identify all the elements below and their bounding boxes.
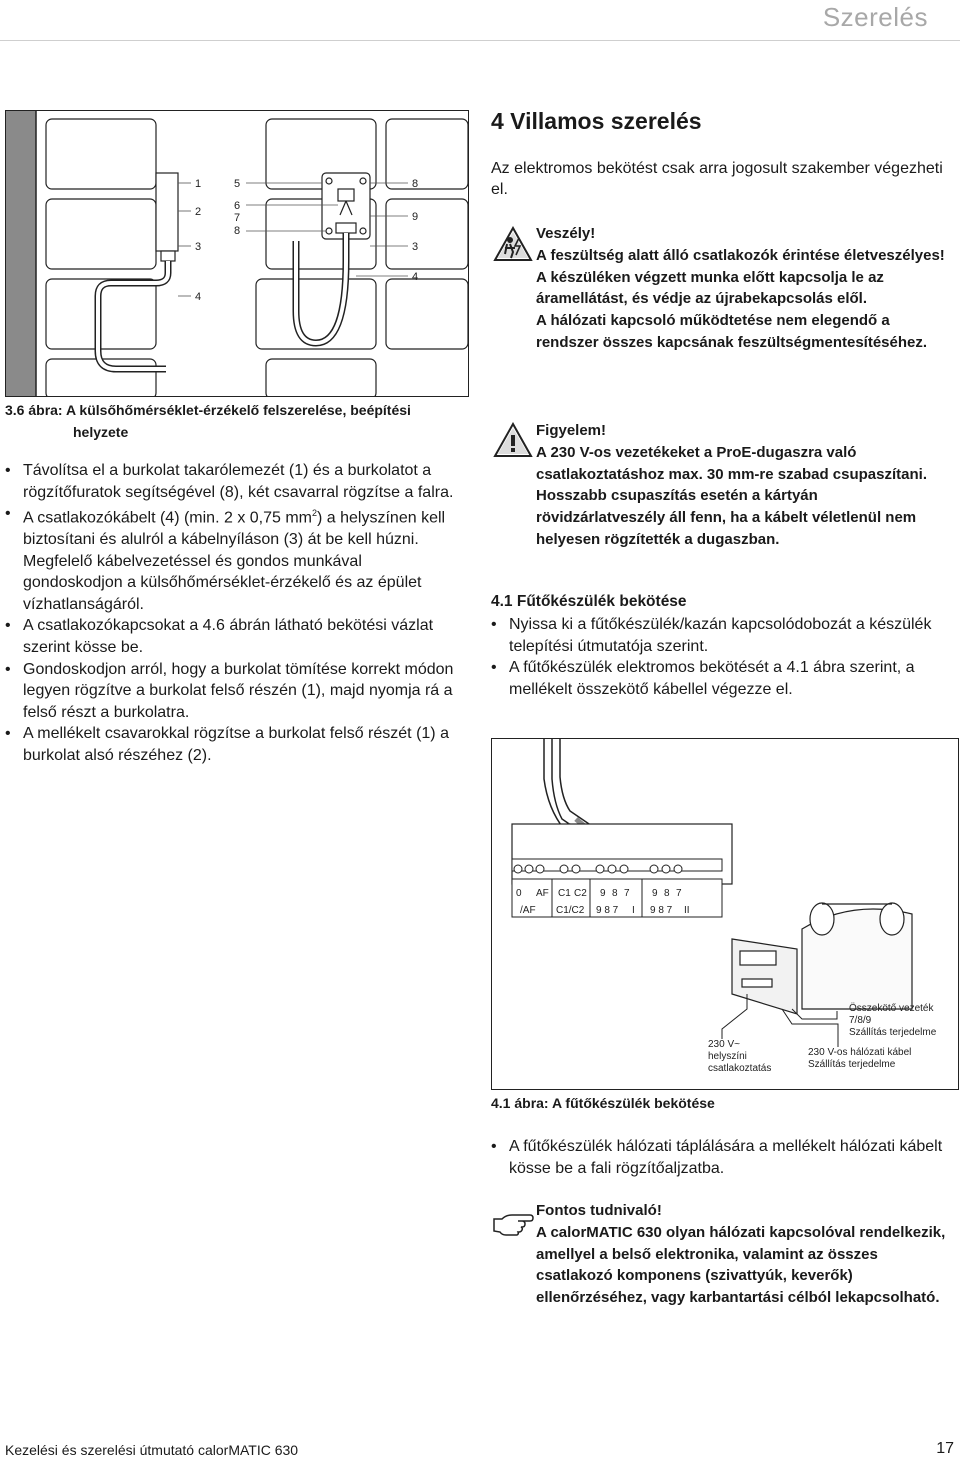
label-230v-line1: 230 V~ xyxy=(708,1039,740,1050)
sensor-installation-drawing xyxy=(6,111,468,396)
terminal-8-a: 8 xyxy=(612,888,618,899)
list-item xyxy=(5,503,465,551)
callout-4: 4 xyxy=(195,291,202,303)
danger-line: A készüléken végzett munka előtt kapcsolja le az áramellátást, és védje az újrabekapcsolás elől. xyxy=(536,268,884,308)
label-cable-line3: Szállítás terjedelme xyxy=(849,1027,937,1038)
connection-steps-list xyxy=(491,614,959,700)
mains-connection-list xyxy=(491,1136,959,1180)
terminal-7-a: 7 xyxy=(624,888,630,899)
terminal-screws xyxy=(514,865,682,873)
label-230v-line2: helyszíni xyxy=(708,1051,747,1062)
danger-notice xyxy=(536,223,956,354)
label-mains-line1: 230 V-os hálózati kábel xyxy=(808,1047,912,1058)
callout-8-right: 8 xyxy=(412,178,419,190)
list-item-text-a: A csatlakozókábelt (4) (min. 2 x 0,75 mm xyxy=(23,509,312,527)
terminal-c1: C1 xyxy=(558,888,571,899)
danger-line: A feszültség alatt álló csatlakozók érintése életveszélyes! xyxy=(536,246,945,264)
danger-title: Veszély! xyxy=(536,225,596,242)
terminal-7-b: 7 xyxy=(676,888,682,899)
footer-text: Kezelési és szerelési útmutató calorMATIC 630 xyxy=(5,1442,299,1458)
label-cable-line1: Összekötő vezeték xyxy=(849,1003,934,1014)
exclamation-warning-icon xyxy=(493,422,533,458)
figure-4-1-caption: 4.1 ábra: A fűtőkészülék bekötése xyxy=(491,1095,715,1111)
electric-shock-warning-icon xyxy=(493,226,533,262)
callout-5: 5 xyxy=(234,178,241,190)
note-text: A calorMATIC 630 olyan hálózati kapcsolóval rendelkezik, amellyel a belső elektronika, valamint az összes csatlakozó komponens (szivattyúk, keverők) ellenőrzéséhez, vagy karbantartási célból lekapcsolható. xyxy=(536,1223,946,1307)
callout-6: 6 xyxy=(234,200,241,212)
brick-wall-right xyxy=(256,119,468,396)
pointing-hand-icon xyxy=(492,1207,534,1237)
label-cable-line2: 7/8/9 xyxy=(849,1015,872,1026)
terminal-0: 0 xyxy=(516,888,522,899)
list-item: • Távolítsa el a burkolat takarólemezét (1) és a burkolatot a rögzítőfuratok segítségével (8), két csavarral rögzítse a falra. xyxy=(5,460,465,503)
list-item: • A fűtőkészülék hálózati táplálására a mellékelt hálózati kábelt kösse be a fali rögzítőaljzatba. xyxy=(491,1136,959,1180)
list-item: • A mellékelt csavarokkal rögzítse a burkolat felső részét (1) a burkolat alsó részéhez (2). xyxy=(5,723,465,766)
terminal-group-c1c2: C1/C2 xyxy=(556,905,585,916)
terminal-housing xyxy=(512,824,732,884)
wall-section xyxy=(6,111,36,396)
terminal-group-987-i: 9 8 7 xyxy=(596,905,619,916)
page-number: 17 xyxy=(936,1440,954,1457)
subsection-title: 4.1 Fűtőkészülék bekötése xyxy=(491,593,687,610)
list-item-text-b: ) a helyszínen kell biztosítani és alulról a kábelnyíláson (3) át be kell húzni. xyxy=(23,509,446,549)
terminal-9-b: 9 xyxy=(652,888,658,899)
header-divider xyxy=(0,40,960,41)
callout-8: 8 xyxy=(234,225,241,237)
callout-7: 7 xyxy=(234,212,241,224)
figure-4-1-heater-connection xyxy=(491,738,959,1090)
callout-3-right: 3 xyxy=(412,241,419,253)
terminal-8-b: 8 xyxy=(664,888,670,899)
figure-3-6-caption xyxy=(5,399,475,443)
heater-wiring-drawing xyxy=(492,739,958,1089)
list-item: • A csatlakozókapcsokat a 4.6 ábrán látható bekötési vázlat szerint kösse be. xyxy=(5,615,465,658)
paragraph: Megfelelő kábelvezetéssel és gondos munkával gondoskodjon a külsőhőmérséklet-érzékelő és az épület vízhatlanságáról. xyxy=(23,552,422,613)
callout-4-right: 4 xyxy=(412,271,419,283)
terminal-label-i: I xyxy=(632,905,635,916)
terminal-c2: C2 xyxy=(574,888,587,899)
caption-line-2: helyzete xyxy=(73,424,129,440)
section-title: 4 Villamos szerelés xyxy=(491,108,702,134)
controller-unit xyxy=(732,903,912,1014)
list-item: • A fűtőkészülék elektromos bekötését a 4.1 ábra szerint, a mellékelt összekötő kábellel végezze el. xyxy=(491,657,959,700)
danger-line: A hálózati kapcsoló működtetése nem elegendő a rendszer összes kapcsának feszültségmentesítéséhez. xyxy=(536,312,928,351)
caution-title: Figyelem! xyxy=(536,422,607,439)
page-header-title: Szerelés xyxy=(822,2,928,32)
callout-2: 2 xyxy=(195,206,202,218)
list-item: • Gondoskodjon arról, hogy a burkolat tömítése korrekt módon legyen rögzítve a burkolat felső részén (1), majd nyomja rá a felső részt a burkolatra. xyxy=(5,659,465,724)
label-230v-line3: csatlakoztatás xyxy=(708,1063,772,1074)
list-item: • Nyissa ki a fűtőkészülék/kazán kapcsolódobozát a készülék telepítési útmutatója szerint. xyxy=(491,614,959,657)
label-mains-line2: Szállítás terjedelme xyxy=(808,1059,896,1070)
important-note xyxy=(536,1200,956,1309)
terminal-af: AF xyxy=(536,888,549,899)
terminal-9-a: 9 xyxy=(600,888,606,899)
superscript-2: 2 xyxy=(312,508,318,519)
caption-line-1: 3.6 ábra: A külsőhőmérséklet-érzékelő felszerelése, beépítési xyxy=(5,402,411,418)
callout-9: 9 xyxy=(412,211,419,223)
terminal-label-ii: II xyxy=(684,905,690,916)
figure-3-6-sensor-installation xyxy=(5,110,469,397)
note-title: Fontos tudnivaló! xyxy=(536,1202,662,1219)
terminal-group-987-ii: 9 8 7 xyxy=(650,905,673,916)
terminal-group-af: /AF xyxy=(520,905,536,916)
installation-steps-list xyxy=(5,460,465,767)
callout-1: 1 xyxy=(195,178,202,190)
callout-3: 3 xyxy=(195,241,202,253)
section-intro: Az elektromos bekötést csak arra jogosult szakember végezheti el. xyxy=(491,160,943,198)
caution-notice xyxy=(536,420,951,551)
caution-text: A 230 V-os vezetékeket a ProE-dugaszra való csatlakoztatáshoz max. 30 mm-re szabad csupaszítani. Hosszabb csupaszítás esetén a kártyán rövidzárlatveszély áll fenn, ha a kábelt véletlenül nem helyesen rögzítették a dugaszban. xyxy=(536,443,927,548)
